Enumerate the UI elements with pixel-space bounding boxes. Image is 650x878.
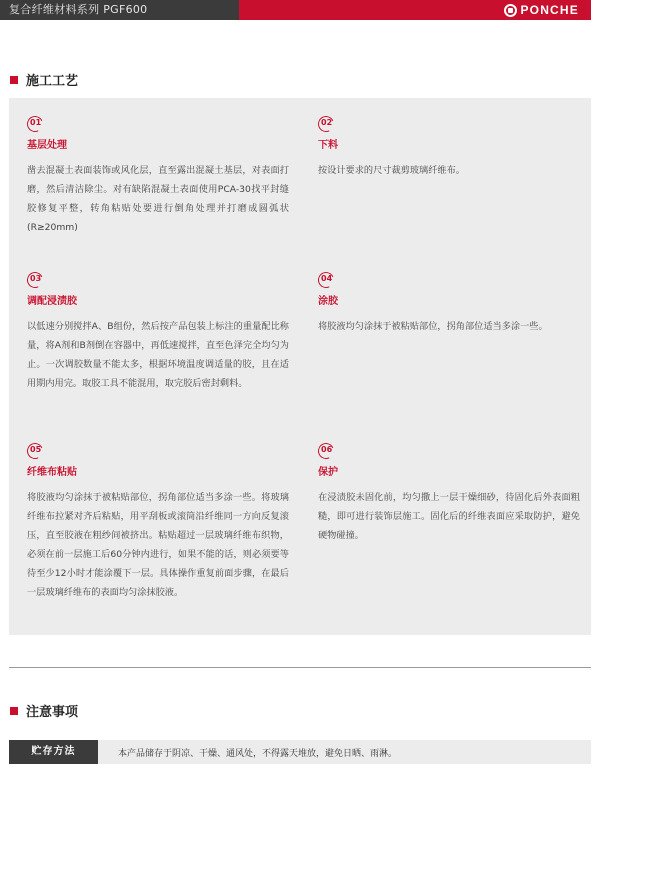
- storage-label: 贮存方法: [9, 740, 98, 764]
- step-06: [318, 443, 580, 545]
- construction-heading: [10, 70, 78, 89]
- step-04: [318, 272, 580, 336]
- step-body: 凿去混凝土表面装饰或风化层，直至露出混凝土基层，对表面打磨，然后清洁除尘。对有缺陷混凝土表面使用PCA-30找平封缝胶修复平整，转角粘贴处要进行倒角处理并打磨成圆弧状(R≥20mm): [27, 165, 289, 233]
- step-title: 保护: [318, 467, 338, 478]
- step-02: [318, 116, 580, 180]
- step-03: [27, 272, 289, 393]
- step-body: 按设计要求的尺寸裁剪玻璃纤维布。: [318, 165, 465, 176]
- step-number: 05: [27, 443, 47, 459]
- step-body: 将胶液均匀涂抹于被粘贴部位，拐角部位适当多涂一些。: [318, 321, 548, 332]
- series-title: 复合纤维材料系列 PGF600: [0, 0, 239, 20]
- step-number: 06: [318, 443, 338, 459]
- storage-text: 本产品储存于阴凉、干燥、通风处，不得露天堆放，避免日晒、雨淋。: [118, 748, 398, 759]
- section-title: 注意事项: [26, 705, 79, 720]
- step-05: [27, 443, 289, 602]
- step-number: 02: [318, 116, 338, 132]
- section-title: 施工工艺: [26, 74, 79, 89]
- square-bullet-icon: [10, 707, 18, 715]
- square-bullet-icon: [10, 76, 18, 84]
- brand-bar: [239, 0, 591, 20]
- step-title: 基层处理: [27, 140, 67, 151]
- step-title: 调配浸渍胶: [27, 296, 77, 307]
- brand-name: PONCHE: [520, 3, 579, 17]
- step-body: 在浸渍胶未固化前，均匀撒上一层干燥细砂，待固化后外表面粗糙，即可进行装饰层施工。固化后的纤维表面应采取防护，避免硬物碰撞。: [318, 492, 580, 541]
- divider: [9, 667, 591, 668]
- step-number: 01: [27, 116, 47, 132]
- notes-heading: [10, 701, 78, 720]
- step-body: 将胶液均匀涂抹于被粘贴部位，拐角部位适当多涂一些。将玻璃纤维布拉紧对齐后粘贴，用平刮板或滚筒沿纤维同一方向反复滚压，直至胶液在粗纱间被挤出。粘贴超过一层玻璃纤维布织物，必须在前一层施工后60分钟内进行，如果不能的话，则必须要等待至少12小时才能涂覆下一层。具体操作重复前面步骤，在最后一层玻璃纤维布的表面均匀涂抹胶液。: [27, 492, 289, 598]
- storage-row: [9, 740, 591, 764]
- ponche-logo-icon: [504, 4, 517, 17]
- step-title: 纤维布粘贴: [27, 467, 77, 478]
- step-number: 03: [27, 272, 47, 288]
- step-body: 以低速分别搅拌A、B组份，然后按产品包装上标注的重量配比称量，将A剂和B剂倒在容器中，再低速搅拌，直至色泽完全均匀为止。一次调胶数量不能太多，根据环境温度调适量的胶，且在适用期内用完。取胶工具不能混用，取完胶后密封剩料。: [27, 321, 289, 389]
- step-01: [27, 116, 289, 237]
- step-title: 下料: [318, 140, 338, 151]
- step-title: 涂胶: [318, 296, 338, 307]
- steps-panel: [9, 98, 591, 635]
- top-bar: [0, 0, 591, 20]
- step-number: 04: [318, 272, 338, 288]
